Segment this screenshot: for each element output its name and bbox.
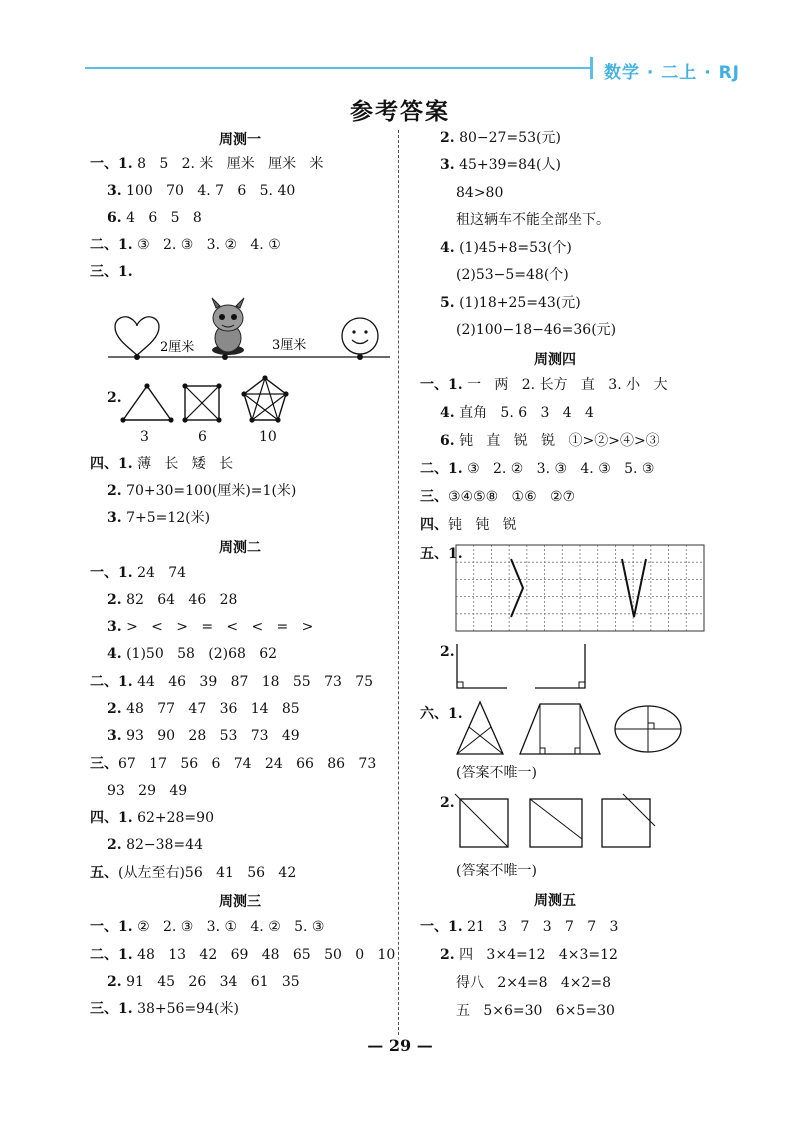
answer-line: 6. 钝 直 锐 锐 ①>②>④>③ [440,433,660,449]
answer-line: 6. 4 6 5 8 [107,210,202,226]
right-angle-figure [455,642,605,692]
trapezoid-shape [520,704,600,754]
answer-line: 一、1. 24 74 [90,565,187,581]
answer-line: 2. [440,644,455,660]
answer-line: 四、钝 钝 锐 [420,517,517,533]
answer-line: 三、③④⑤⑧ ①⑥ ②⑦ [420,489,576,505]
smiley-face-icon [342,318,378,354]
answer-line: 2. [107,390,122,406]
point [357,354,363,360]
column-divider [398,130,399,1035]
answer-line: 一、1. 8 5 2. 米 厘米 厘米 米 [90,156,324,172]
answer-line: 3. > < > = < < = > [107,619,314,635]
answer-line: 5. (1)18+25=43(元) [440,295,581,311]
answer-line: 五 5×6=30 6×5=30 [456,1003,615,1019]
answer-line: 2. 82 64 46 28 [107,592,238,608]
answer-line: 3. 7+5=12(米) [107,510,211,526]
page-title: 参考答案 [350,98,450,125]
answer-line: 93 29 49 [107,783,188,799]
answer-line: 一、1. 21 3 7 3 7 7 3 [420,919,619,935]
answer-line: 得八 2×4=8 4×2=8 [456,975,612,991]
page-number: — 29 — [367,1036,433,1055]
angle-drawing-b [622,559,646,617]
answer-line: 二、1. ③ 2. ② 3. ③ 4. ③ 5. ③ [420,461,655,477]
answer-line: 租这辆车不能全部坐下。 [456,212,610,228]
diagonal-count-pentagon: 10 [259,429,277,445]
answer-line: 二、1. 44 46 39 87 18 55 73 75 [90,674,374,690]
heart-icon [115,317,159,355]
answer-line: 四、1. 薄 长 矮 长 [90,456,234,472]
answer-line: 一、1. 一 两 2. 长方 直 3. 小 大 [420,377,668,393]
answer-note: (答案不唯一) [456,863,537,879]
section-title-week2: 周测二 [219,540,261,556]
angle-drawing-a [511,559,523,617]
point [222,354,228,360]
angle-grid-figure [456,545,706,633]
section-title-week5: 周测五 [534,893,576,909]
header-label: 数学 · 二上 · RJ [604,63,741,83]
answer-line: 4. (1)45+8=53(个) [440,240,572,256]
answer-line: 2. [440,795,455,811]
answer-line: 2. 48 77 47 36 14 85 [107,701,300,717]
length-label-b: 3厘米 [272,338,307,353]
answer-line: 三、67 17 56 6 74 24 66 86 73 [90,756,377,772]
section-title-week3: 周测三 [219,894,261,910]
answer-line: 84>80 [456,185,504,201]
answer-line: 二、1. 48 13 42 69 48 65 50 0 10 [90,947,396,963]
length-label-a: 2厘米 [160,340,195,355]
answer-line: 2. 四 3×4=12 4×3=12 [440,947,618,963]
answer-line: 4. 直角 5. 6 3 4 4 [440,405,594,421]
answer-line: 五、1. [420,546,463,562]
answer-line: 六、1. [420,706,463,722]
diagonal-count-triangle: 3 [140,429,149,445]
answer-line: 2. 82−38=44 [107,837,203,853]
diagonal-shapes-figure [115,370,315,430]
diagonal-count-square: 6 [198,429,207,445]
answer-line: 3. 45+39=84(人) [440,157,561,173]
answer-line: 四、1. 62+28=90 [90,810,214,826]
height-drawing-figure [455,700,675,760]
answer-line: 五、(从左至右)56 41 56 42 [90,865,297,881]
section-title-week1: 周测一 [219,132,261,148]
answer-note: (答案不唯一) [456,765,537,781]
answer-line: 三、1. [90,264,133,280]
answer-line: 二、1. ③ 2. ③ 3. ② 4. ① [90,237,281,253]
answer-line: (2)53−5=48(个) [456,267,569,283]
section-title-week4: 周测四 [534,352,576,368]
dragon-mascot-icon [212,298,244,355]
answer-line: 4. (1)50 58 (2)68 62 [107,646,278,662]
cut-squares-figure [455,794,660,850]
answer-line: 一、1. ② 2. ③ 3. ① 4. ② 5. ③ [90,919,325,935]
point [134,354,140,360]
header-rule [85,67,592,69]
triangle-shape [457,702,503,754]
length-figure [100,300,400,368]
answer-line: 3. 100 70 4. 7 6 5. 40 [107,183,296,199]
answer-line: 2. 70+30=100(厘米)=1(米) [107,483,297,499]
answer-line: 2. 91 45 26 34 61 35 [107,974,300,990]
triangle-shape [123,386,171,420]
answer-line: 3. 93 90 28 53 73 49 [107,728,300,744]
answer-line: 三、1. 38+56=94(米) [90,1001,239,1017]
header-rule-cap [590,57,593,79]
answer-line: 2. 80−27=53(元) [440,130,561,146]
answer-line: (2)100−18−46=36(元) [456,322,617,338]
